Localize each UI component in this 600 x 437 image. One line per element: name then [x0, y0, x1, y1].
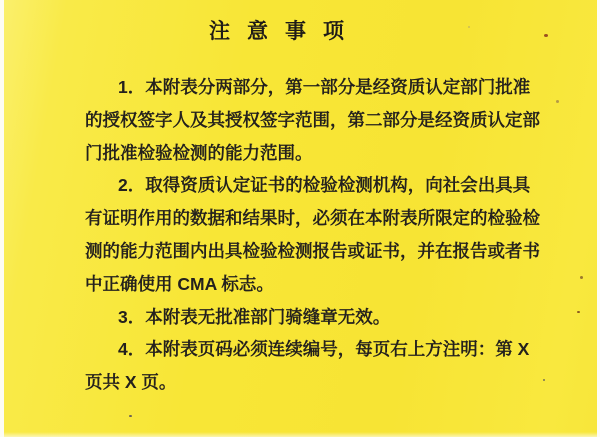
text-line: 4．本附表页码必须连续编号，每页右上方注明：第 X	[118, 339, 530, 360]
text-line: 页共 X 页。	[85, 372, 177, 393]
text-line: 测的能力范围内出具检验检测报告或证书，并在报告或者书	[85, 240, 540, 261]
text-line: 有证明作用的数据和结果时，必须在本附表所限定的检验检	[85, 208, 540, 229]
text-line: 中正确使用 CMA 标志。	[85, 273, 274, 294]
text-line: 1．本附表分两部分，第一部分是经资质认定部门批准	[118, 77, 531, 97]
paper-speck	[468, 26, 470, 28]
text-line: 门批准检验检测的能力范围。	[85, 142, 313, 163]
note-item-1	[85, 71, 555, 169]
text-line: 2．取得资质认定证书的检验检测机构，向社会出具具	[118, 175, 531, 196]
page-title: 注意事项	[209, 20, 361, 43]
paper-speck	[129, 415, 132, 417]
paper-left-edge	[0, 0, 4, 437]
text-line: 的授权签字人及其授权签字范围，第二部分是经资质认定部	[85, 109, 540, 130]
paper-speck	[544, 34, 548, 37]
paper-speck	[543, 379, 545, 381]
text-line: 3．本附表无批准部门骑缝章无效。	[118, 306, 391, 327]
paper-speck	[577, 311, 580, 313]
paper-speck	[556, 100, 559, 103]
paper-bottom-edge	[4, 432, 597, 437]
note-item-3	[85, 301, 555, 334]
paper-speck	[580, 276, 583, 279]
note-item-4	[85, 333, 555, 399]
notes-text-block	[85, 71, 555, 399]
note-item-2	[85, 169, 555, 300]
